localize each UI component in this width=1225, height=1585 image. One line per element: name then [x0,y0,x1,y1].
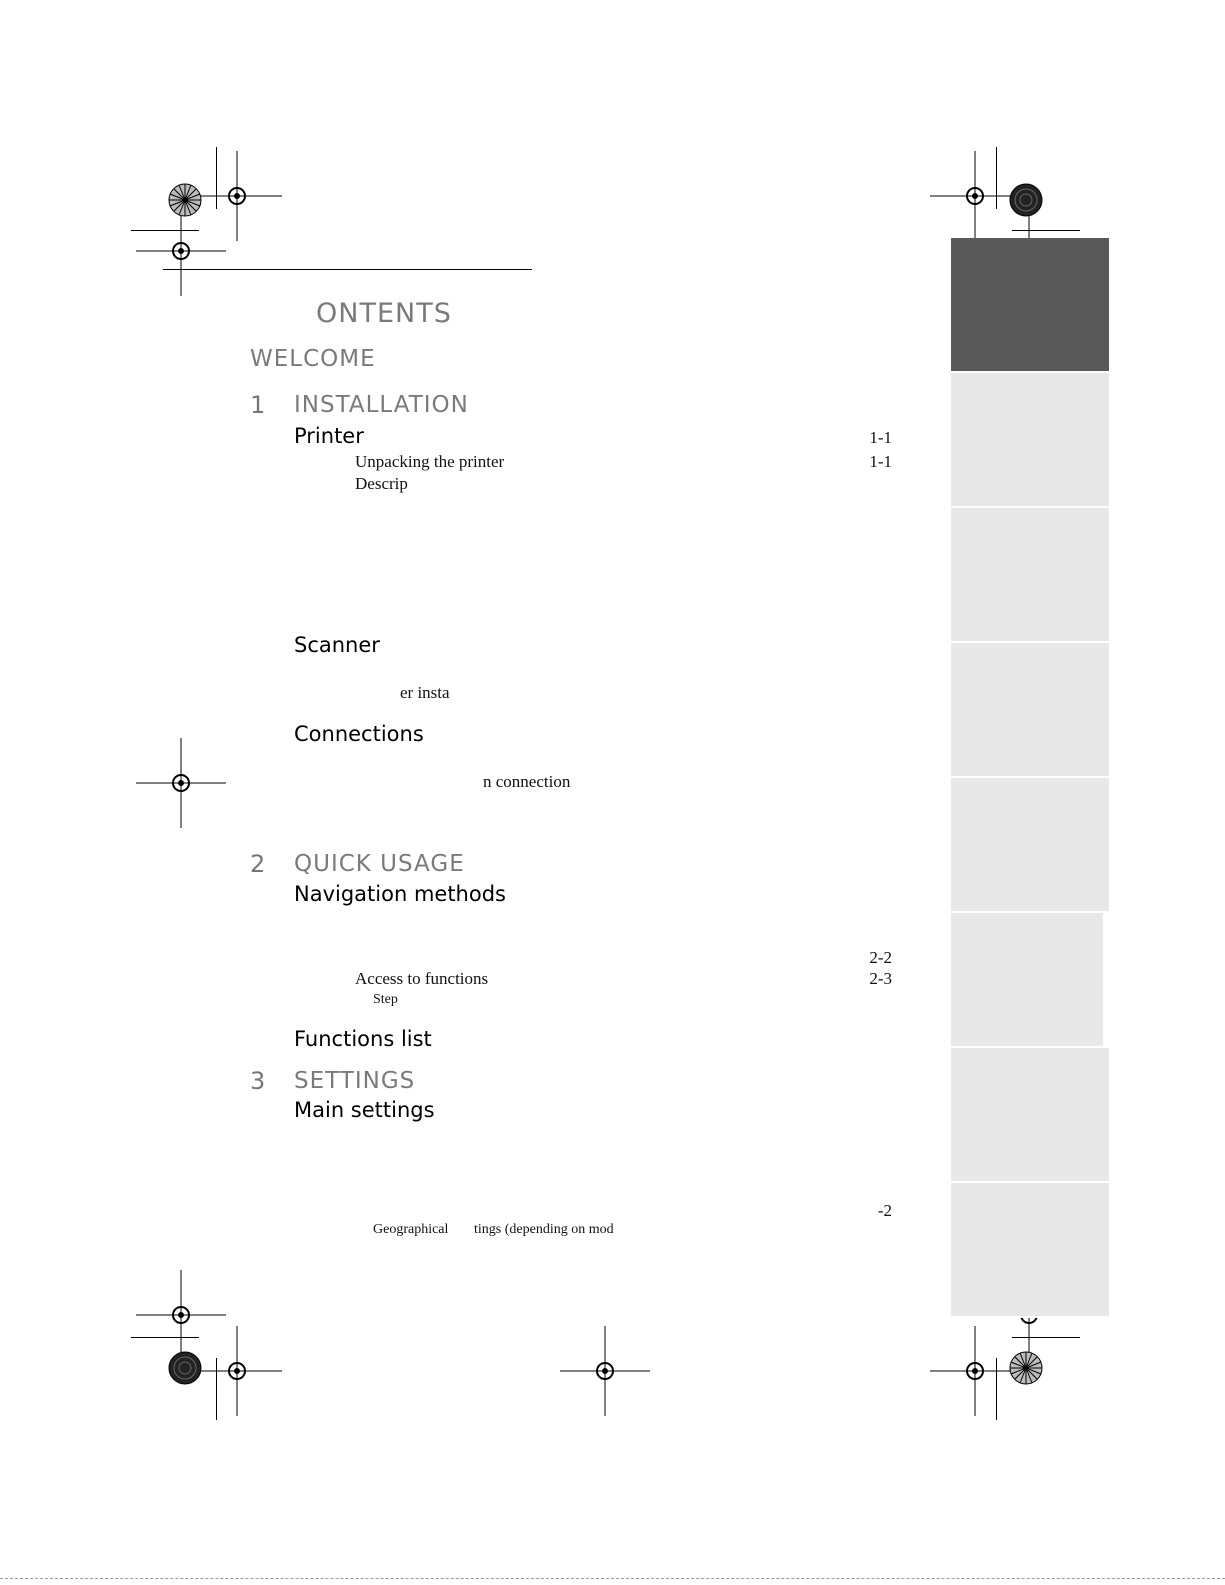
entry-settings-depending[interactable]: tings (depending on mod [474,1222,614,1237]
section-scanner[interactable]: Scanner [294,633,380,657]
registration-mark-icon [136,206,226,296]
section-main-settings[interactable]: Main settings [294,1098,435,1122]
section-functions-list[interactable]: Functions list [294,1027,432,1051]
entry-unpacking-printer[interactable]: Unpacking the printer [355,452,505,471]
tab-section[interactable] [951,508,1109,643]
page-number: 1-1 [869,428,892,447]
chapter-number: 1 [250,391,266,419]
footer-trim-line [0,1578,1225,1579]
section-navigation-methods[interactable]: Navigation methods [294,882,506,906]
tab-contents[interactable] [951,238,1109,373]
tab-section[interactable] [951,1048,1109,1183]
registration-mark-icon [930,1326,1020,1416]
chapter-title-quick-usage[interactable]: QUICK USAGE [294,851,465,877]
registration-mark-icon [192,1326,282,1416]
entry-scanner-installation[interactable]: er insta [400,683,450,702]
tab-section[interactable] [951,913,1103,1048]
chapter-title-installation[interactable]: INSTALLATION [294,392,469,418]
entry-access-to-functions[interactable]: Access to functions [355,969,489,988]
page-number: 2-2 [869,948,892,967]
color-rosette-icon [168,183,202,217]
section-connections[interactable]: Connections [294,722,424,746]
header-rule [163,269,532,270]
entry-geographical[interactable]: Geographical [373,1222,449,1237]
tab-section[interactable] [951,778,1109,913]
entry-step[interactable]: Step [373,992,398,1007]
color-rosette-icon [168,1351,202,1385]
tab-section[interactable] [951,373,1109,508]
registration-mark-icon [136,738,226,828]
tab-section[interactable] [951,643,1109,778]
chapter-number: 3 [250,1067,266,1095]
chapter-title-settings[interactable]: SETTINGS [294,1068,416,1094]
chapter-title-welcome[interactable]: WELCOME [250,346,376,372]
entry-description[interactable]: Descrip [355,474,408,493]
page-title: ONTENTS [316,298,452,329]
page-number: -2 [877,1201,892,1220]
color-rosette-icon [1009,1351,1043,1385]
section-printer[interactable]: Printer [294,424,364,448]
registration-mark-icon [560,1326,650,1416]
entry-connection[interactable]: n connection [483,772,571,791]
page-number: 2-3 [869,969,892,988]
chapter-number: 2 [250,850,266,878]
tab-section[interactable] [951,1183,1109,1318]
page-number: 1-1 [869,452,892,471]
color-rosette-icon [1009,183,1043,217]
